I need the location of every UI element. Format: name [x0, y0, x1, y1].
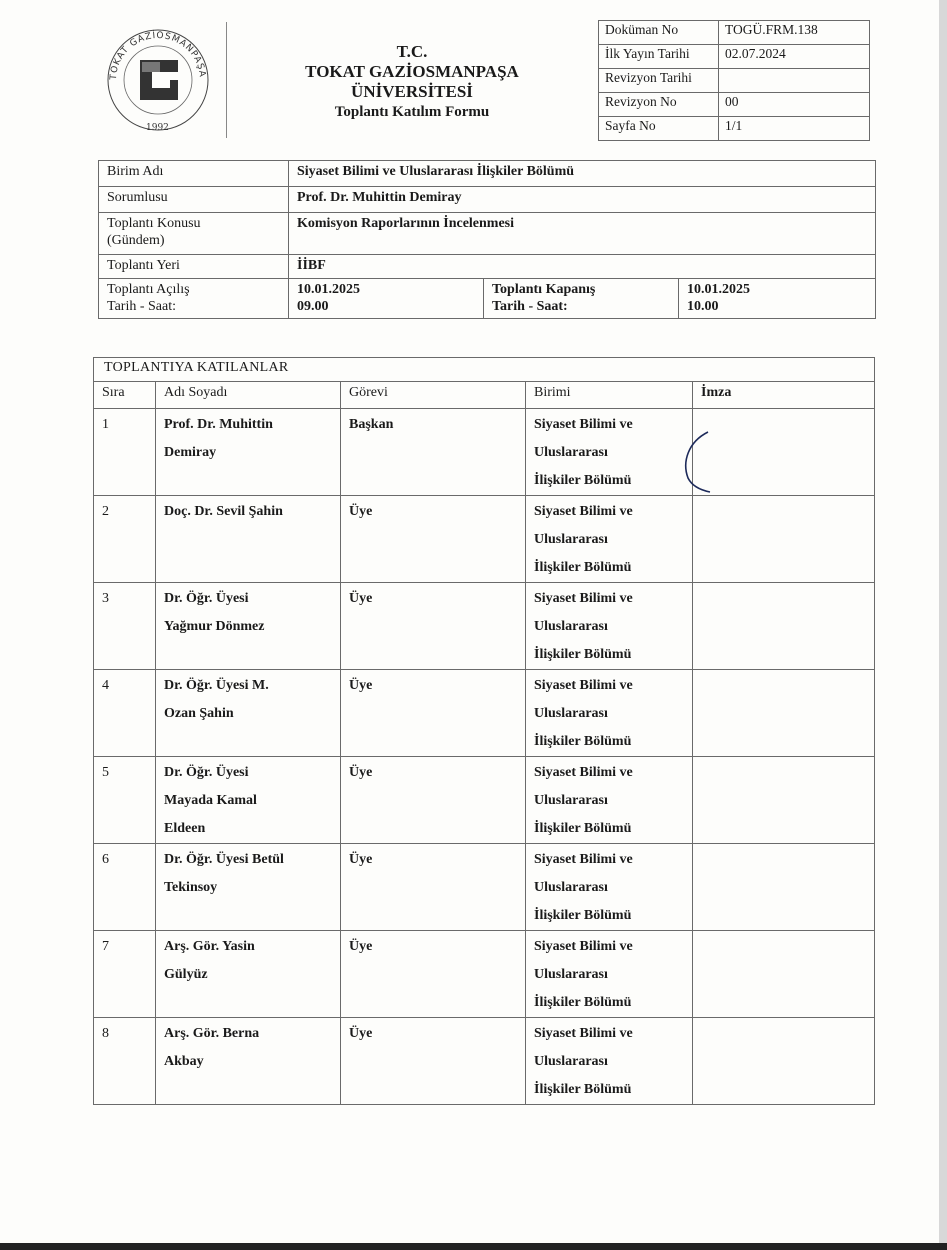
- attendee-name-line: Prof. Dr. Muhittin: [164, 417, 273, 432]
- attendee-unit-line: Uluslararası: [534, 967, 608, 982]
- attendee-unit-line: İlişkiler Bölümü: [534, 560, 632, 575]
- attendance-row: [94, 670, 875, 757]
- topic-label-line1: Toplantı Konusu: [107, 216, 201, 231]
- attendee-role: [341, 496, 526, 583]
- attendee-name-line: Akbay: [164, 1054, 204, 1069]
- attendance-row: [94, 844, 875, 931]
- doc-info-value: [719, 69, 870, 93]
- attendee-role: [341, 409, 526, 496]
- svg-text:TOKAT GAZİOSMANPAŞA ÜNİVERSİTE: TOKAT GAZİOSMANPAŞA: [108, 30, 208, 81]
- doc-info-label: Revizyon Tarihi: [599, 69, 719, 93]
- attendee-name: [156, 496, 341, 583]
- row-number-line: 6: [102, 852, 109, 867]
- open-datetime: [289, 279, 484, 319]
- attendance-row: [94, 931, 875, 1018]
- attendee-unit: [526, 931, 693, 1018]
- scan-edge: [939, 0, 947, 1250]
- attendance-title: TOPLANTIYA KATILANLAR: [94, 358, 875, 382]
- attendee-unit: [526, 757, 693, 844]
- attendee-role-line: Üye: [349, 939, 373, 954]
- attendee-signature: [693, 409, 875, 496]
- attendee-unit-line: Siyaset Bilimi ve: [534, 417, 633, 432]
- attendee-name-line: Yağmur Dönmez: [164, 619, 265, 634]
- header-title: [262, 42, 562, 122]
- open-label-line2: Tarih - Saat:: [107, 299, 176, 314]
- attendance-table: [93, 357, 875, 1105]
- attendee-unit-line: Uluslararası: [534, 619, 608, 634]
- form-title: Toplantı Katılım Formu: [334, 104, 490, 120]
- doc-info-label: Revizyon No: [599, 93, 719, 117]
- attendee-unit-line: Uluslararası: [534, 532, 608, 547]
- attendee-unit-line: İlişkiler Bölümü: [534, 821, 632, 836]
- attendee-name-line: Ozan Şahin: [164, 706, 234, 721]
- attendee-name: [156, 757, 341, 844]
- attendee-unit: [526, 496, 693, 583]
- attendee-name-line: Dr. Öğr. Üyesi: [164, 765, 249, 780]
- attendee-role-line: Üye: [349, 591, 373, 606]
- doc-info-row: [599, 93, 870, 117]
- attendee-unit-line: İlişkiler Bölümü: [534, 473, 632, 488]
- close-label-line1: Toplantı Kapanış: [492, 282, 596, 297]
- attendee-role: [341, 931, 526, 1018]
- doc-info-row: [599, 69, 870, 93]
- attendee-role-line: Üye: [349, 1026, 373, 1041]
- attendee-role: [341, 670, 526, 757]
- attendee-unit-line: Uluslararası: [534, 793, 608, 808]
- attendee-name: [156, 844, 341, 931]
- row-number-line: 7: [102, 939, 109, 954]
- logo-emblem-icon: [98, 22, 218, 138]
- attendee-name-line: Arş. Gör. Berna: [164, 1026, 260, 1041]
- attendee-signature: [693, 931, 875, 1018]
- attendee-name-line: Eldeen: [164, 821, 206, 836]
- attendance-row: [94, 496, 875, 583]
- close-time: 10.00: [687, 299, 719, 314]
- attendee-unit-line: Siyaset Bilimi ve: [534, 765, 633, 780]
- header-unit: Birimi: [526, 382, 693, 409]
- responsible-value: Prof. Dr. Muhittin Demiray: [289, 187, 876, 213]
- university-name-line2: ÜNİVERSİTESİ: [351, 82, 473, 101]
- attendee-unit-line: Siyaset Bilimi ve: [534, 939, 633, 954]
- doc-info-value: 02.07.2024: [719, 45, 870, 69]
- university-logo: [98, 22, 227, 138]
- attendee-name-line: Mayada Kamal: [164, 793, 257, 808]
- attendee-unit-line: Uluslararası: [534, 880, 608, 895]
- attendee-unit-line: İlişkiler Bölümü: [534, 908, 632, 923]
- attendee-unit-line: Siyaset Bilimi ve: [534, 1026, 633, 1041]
- attendee-name-line: Demiray: [164, 445, 217, 460]
- row-number-line: 8: [102, 1026, 109, 1041]
- attendee-name-line: Dr. Öğr. Üyesi Betül: [164, 852, 284, 867]
- close-label: [484, 279, 679, 319]
- attendance-header-row: [94, 382, 875, 409]
- attendee-role-line: Üye: [349, 504, 373, 519]
- attendee-unit: [526, 409, 693, 496]
- attendee-signature: [693, 670, 875, 757]
- doc-info-value: 00: [719, 93, 870, 117]
- doc-info-value: TOGÜ.FRM.138: [719, 21, 870, 45]
- signature-mark: [678, 428, 718, 496]
- open-label: [99, 279, 289, 319]
- attendee-role-line: Başkan: [349, 417, 394, 432]
- attendee-name-line: Dr. Öğr. Üyesi M.: [164, 678, 269, 693]
- attendee-role-line: Üye: [349, 678, 373, 693]
- document-info-table: [598, 20, 870, 141]
- svg-text:1992: 1992: [146, 123, 169, 133]
- unit-label: Birim Adı: [99, 161, 289, 187]
- attendee-signature: [693, 844, 875, 931]
- attendee-signature: [693, 1018, 875, 1105]
- meeting-info-table: [98, 160, 876, 319]
- doc-info-row: [599, 21, 870, 45]
- close-date: 10.01.2025: [687, 282, 750, 297]
- attendee-unit-line: Uluslararası: [534, 445, 608, 460]
- attendee-role-line: Üye: [349, 765, 373, 780]
- attendance-row: [94, 1018, 875, 1105]
- place-value: İİBF: [289, 255, 876, 279]
- attendee-name: [156, 1018, 341, 1105]
- attendee-unit: [526, 844, 693, 931]
- doc-info-row: [599, 117, 870, 141]
- attendee-unit-line: İlişkiler Bölümü: [534, 995, 632, 1010]
- attendee-role: [341, 583, 526, 670]
- doc-info-label: Sayfa No: [599, 117, 719, 141]
- header-role: Görevi: [341, 382, 526, 409]
- attendee-unit: [526, 1018, 693, 1105]
- row-number-line: 4: [102, 678, 109, 693]
- close-label-line2: Tarih - Saat:: [492, 299, 568, 314]
- responsible-label: Sorumlusu: [99, 187, 289, 213]
- attendee-signature: [693, 496, 875, 583]
- row-number: [94, 583, 156, 670]
- attendee-name-line: Tekinsoy: [164, 880, 218, 895]
- open-date: 10.01.2025: [297, 282, 360, 297]
- header-signature: İmza: [693, 382, 875, 409]
- row-number: [94, 844, 156, 931]
- unit-value: Siyaset Bilimi ve Uluslararası İlişkiler Bölümü: [289, 161, 876, 187]
- attendee-unit-line: İlişkiler Bölümü: [534, 647, 632, 662]
- header-sira: Sıra: [94, 382, 156, 409]
- attendee-role-line: Üye: [349, 852, 373, 867]
- place-label: Toplantı Yeri: [99, 255, 289, 279]
- attendee-signature: [693, 757, 875, 844]
- attendee-unit-line: Siyaset Bilimi ve: [534, 504, 633, 519]
- attendee-role: [341, 757, 526, 844]
- attendee-name-line: Arş. Gör. Yasin: [164, 939, 255, 954]
- attendee-role: [341, 1018, 526, 1105]
- attendee-unit: [526, 670, 693, 757]
- header-name: Adı Soyadı: [156, 382, 341, 409]
- attendee-unit-line: Uluslararası: [534, 706, 608, 721]
- row-number-line: 5: [102, 765, 109, 780]
- attendee-name: [156, 583, 341, 670]
- row-number: [94, 1018, 156, 1105]
- attendee-unit-line: İlişkiler Bölümü: [534, 734, 632, 749]
- attendee-name-line: Doç. Dr. Sevil Şahin: [164, 504, 283, 519]
- row-number-line: 2: [102, 504, 109, 519]
- scan-bottom-edge: [0, 1243, 947, 1250]
- topic-label-line2: (Gündem): [107, 233, 165, 248]
- topic-value: Komisyon Raporlarının İncelenmesi: [289, 213, 876, 255]
- open-label-line1: Toplantı Açılış: [107, 282, 190, 297]
- attendance-row: [94, 757, 875, 844]
- attendance-row: [94, 409, 875, 496]
- attendee-name-line: Gülyüz: [164, 967, 208, 982]
- attendee-name: [156, 409, 341, 496]
- doc-info-row: [599, 45, 870, 69]
- attendee-unit-line: Siyaset Bilimi ve: [534, 852, 633, 867]
- attendee-unit-line: Siyaset Bilimi ve: [534, 591, 633, 606]
- attendee-name: [156, 931, 341, 1018]
- row-number: [94, 757, 156, 844]
- university-name-line1: TOKAT GAZİOSMANPAŞA: [305, 62, 519, 81]
- doc-info-label: Doküman No: [599, 21, 719, 45]
- attendee-name-line: Dr. Öğr. Üyesi: [164, 591, 249, 606]
- attendee-unit-line: Siyaset Bilimi ve: [534, 678, 633, 693]
- row-number-line: 3: [102, 591, 109, 606]
- row-number: [94, 496, 156, 583]
- row-number: [94, 670, 156, 757]
- open-time: 09.00: [297, 299, 329, 314]
- attendance-row: [94, 583, 875, 670]
- attendee-unit-line: İlişkiler Bölümü: [534, 1082, 632, 1097]
- attendee-role: [341, 844, 526, 931]
- attendee-unit-line: Uluslararası: [534, 1054, 608, 1069]
- close-datetime: [679, 279, 876, 319]
- attendee-unit: [526, 583, 693, 670]
- faint-footer-text: [110, 1160, 810, 1177]
- doc-info-value: 1/1: [719, 117, 870, 141]
- attendee-name: [156, 670, 341, 757]
- row-number: [94, 931, 156, 1018]
- attendee-signature: [693, 583, 875, 670]
- row-number: [94, 409, 156, 496]
- tc-label: T.C.: [396, 42, 428, 61]
- topic-label: [99, 213, 289, 255]
- row-number-line: 1: [102, 417, 109, 432]
- doc-info-label: İlk Yayın Tarihi: [599, 45, 719, 69]
